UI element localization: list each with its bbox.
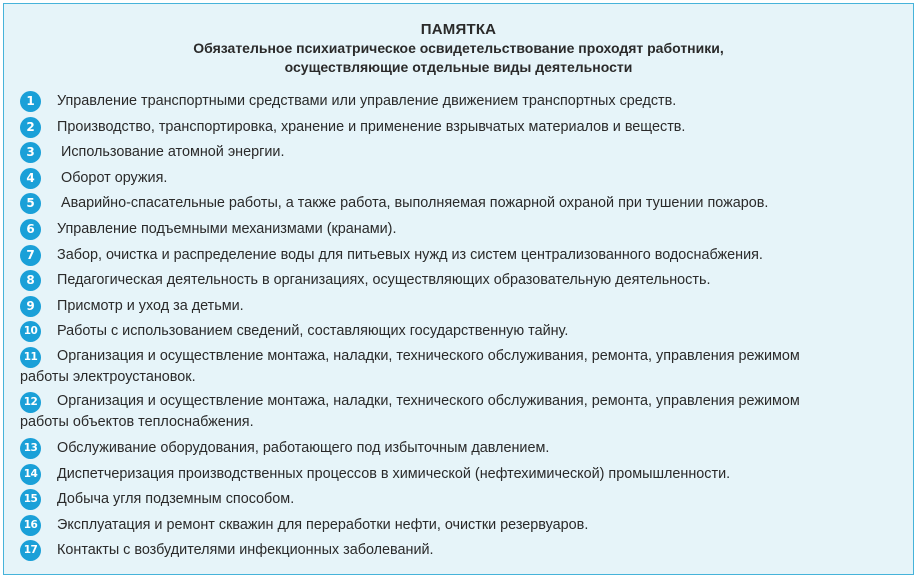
list-item — [20, 346, 905, 388]
list-item — [20, 218, 905, 241]
item-text: Забор, очистка и распределение воды для питьевых нужд из систем централизованного водоснабжения. — [57, 246, 763, 263]
number-badge: 9 — [20, 296, 41, 317]
number-badge: 12 — [20, 392, 41, 413]
list-item — [20, 90, 905, 113]
number-badge: 13 — [20, 438, 41, 459]
item-text: Педагогическая деятельность в организациях, осуществляющих образовательную деятельность. — [57, 272, 711, 289]
item-text: Организация и осуществление монтажа, наладки, технического обслуживания, ремонта, управления режимом — [57, 393, 800, 410]
list-item — [20, 141, 905, 164]
list-item — [20, 244, 905, 267]
number-badge: 17 — [20, 540, 41, 561]
list-item — [20, 391, 905, 433]
number-badge: 16 — [20, 515, 41, 536]
item-text: Добыча угля подземным способом. — [57, 491, 295, 508]
item-text: Диспетчеризация производственных процессов в химической (нефтехимической) промышленности. — [57, 465, 731, 482]
list-item — [20, 295, 905, 318]
memo-subtitle-line2: осуществляющие отдельные виды деятельности — [284, 59, 633, 75]
list-item — [20, 514, 905, 537]
activity-list — [20, 90, 905, 565]
memo-panel — [3, 3, 914, 575]
item-text: Обслуживание оборудования, работающего под избыточным давлением. — [57, 439, 550, 456]
number-badge: 6 — [20, 219, 41, 240]
item-text: Производство, транспортировка, хранение и применение взрывчатых материалов и веществ. — [57, 118, 686, 135]
item-text: Управление транспортными средствами или управление движением транспортных средств. — [57, 93, 677, 109]
list-item — [20, 116, 905, 139]
list-item — [20, 437, 905, 460]
number-badge: 15 — [20, 489, 41, 510]
item-text: Присмотр и уход за детьми. — [57, 297, 244, 314]
memo-header — [4, 4, 913, 77]
number-badge: 11 — [20, 347, 41, 368]
number-badge: 2 — [20, 117, 41, 138]
list-item — [20, 167, 905, 190]
list-item — [20, 269, 905, 292]
item-text: Контакты с возбудителями инфекционных заболеваний. — [57, 542, 434, 559]
number-badge: 14 — [20, 464, 41, 485]
item-text: Эксплуатация и ремонт скважин для переработки нефти, очистки резервуаров. — [57, 516, 589, 533]
list-item — [20, 463, 905, 486]
item-text: Работы с использованием сведений, составляющих государственную тайну. — [57, 323, 569, 340]
list-item — [20, 539, 905, 562]
number-badge: 7 — [20, 245, 41, 266]
list-item — [20, 488, 905, 511]
number-badge: 1 — [20, 91, 41, 112]
number-badge: 3 — [20, 142, 41, 163]
memo-subtitle-line1: Обязательное психиатрическое освидетельствование проходят работники, — [193, 40, 724, 56]
number-badge: 4 — [20, 168, 41, 189]
number-badge: 5 — [20, 193, 41, 214]
item-text: Оборот оружия. — [57, 169, 168, 186]
item-text: Использование атомной энергии. — [57, 144, 285, 161]
memo-title: ПАМЯТКА — [420, 21, 497, 38]
list-item — [20, 320, 905, 343]
item-text-continuation: работы электроустановок. — [20, 368, 196, 385]
item-text: Организация и осуществление монтажа, наладки, технического обслуживания, ремонта, управления режимом — [57, 347, 800, 364]
item-text: Управление подъемными механизмами (кранами). — [57, 220, 397, 237]
list-item — [20, 192, 905, 215]
number-badge: 8 — [20, 270, 41, 291]
item-text: Аварийно-спасательные работы, а также работа, выполняемая пожарной охраной при тушении пожаров. — [57, 195, 769, 212]
number-badge: 10 — [20, 321, 41, 342]
item-text-continuation: работы объектов теплоснабжения. — [20, 414, 254, 431]
